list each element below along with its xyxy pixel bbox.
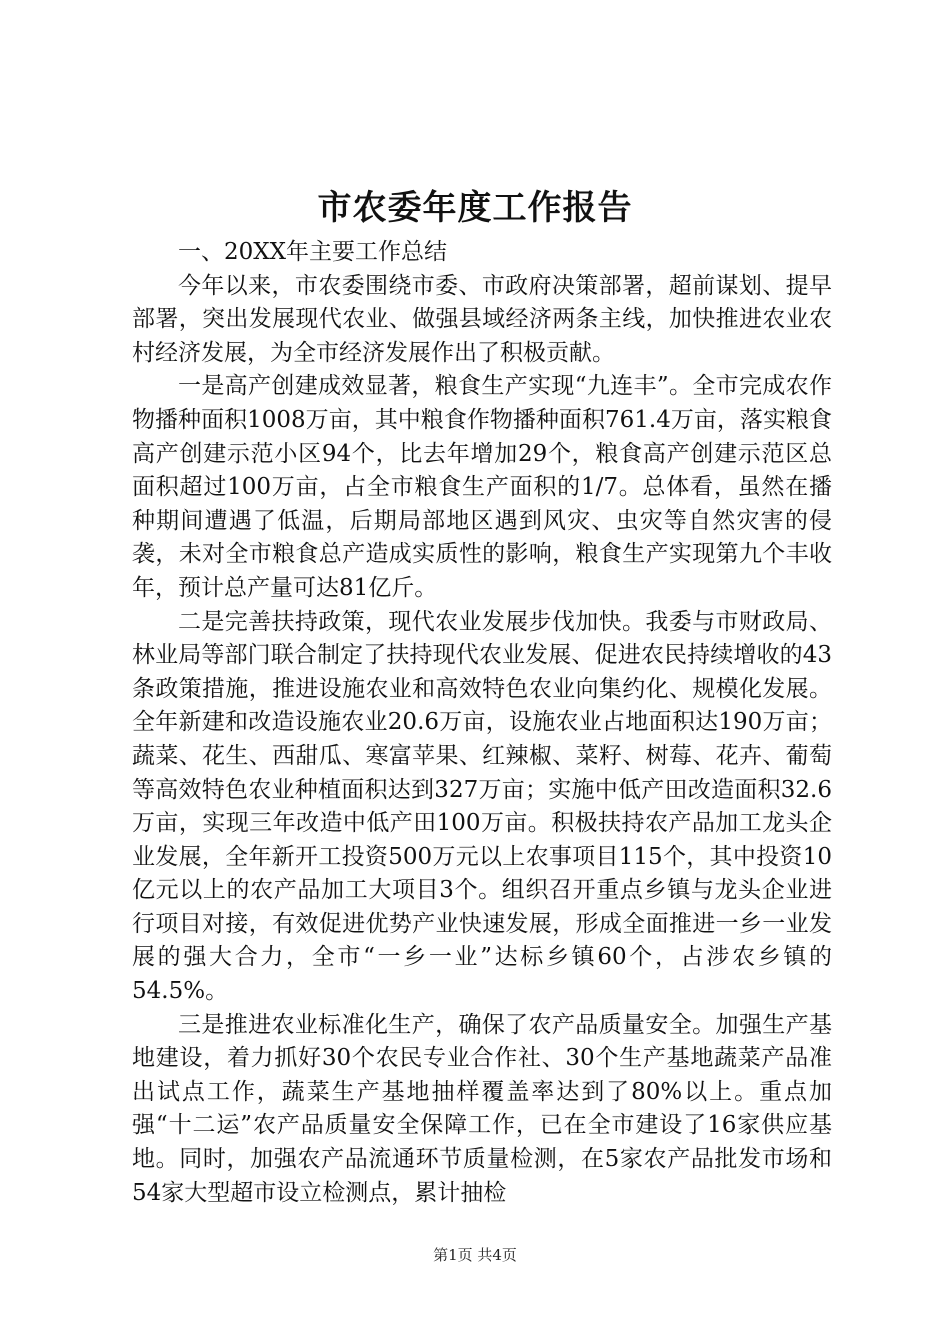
document-body (132, 236, 832, 1210)
document-title: 市农委年度工作报告 (317, 188, 633, 228)
paragraph-grain-production: 一是高产创建成效显著，粮食生产实现“九连丰”。全市完成农作物播种面积1008万亩，其中粮食作物播种面积761.4万亩，落实粮食高产创建示范小区94个，比去年增加29个，粮食高产创建示范区总面积超过100万亩，占全市粮食生产面积的1/7。总体看，虽然在播种期间遭遇了低温，后期局部地区遇到风灾、虫灾等自然灾害的侵袭，未对全市粮食总产造成实质性的影响，粮食生产实现第九个丰收年，预计总产量可达81亿斤。 (132, 373, 832, 601)
section-heading: 一、20XX年主要工作总结 (178, 239, 448, 265)
paragraph-intro: 今年以来，市农委围绕市委、市政府决策部署，超前谋划、提早部署，突出发展现代农业、做强县域经济两条主线，加快推进农业农村经济发展，为全市经济发展作出了积极贡献。 (132, 272, 832, 366)
paragraph-quality-safety: 三是推进农业标准化生产，确保了农产品质量安全。加强生产基地建设，着力抓好30个农民专业合作社、30个生产基地蔬菜产品准出试点工作，蔬菜生产基地抽样覆盖率达到了80%以上。重点加强“十二运”农产品质量安全保障工作，已在全市建设了16家供应基地。同时，加强农产品流通环节质量检测，在5家农产品批发市场和54家大型超市设立检测点，累计抽检 (132, 1011, 832, 1206)
paragraph-modern-agriculture: 二是完善扶持政策，现代农业发展步伐加快。我委与市财政局、林业局等部门联合制定了扶持现代农业发展、促进农民持续增收的43条政策措施，推进设施农业和高效特色农业向集约化、规模化发展。全年新建和改造设施农业20.6万亩，设施农业占地面积达190万亩；蔬菜、花生、西甜瓜、寒富苹果、红辣椒、菜籽、树莓、花卉、葡萄等高效特色农业种植面积达到327万亩；实施中低产田改造面积32.6万亩，实现三年改造中低产田100万亩。积极扶持农产品加工龙头企业发展，全年新开工投资500万元以上农事项目115个，其中投资10亿元以上的农产品加工大项目3个。组织召开重点乡镇与龙头企业进行项目对接，有效促进优势产业快速发展，形成全面推进一乡一业发展的强大合力，全市“一乡一业”达标乡镇60个，占涉农乡镇的54.5%。 (132, 608, 832, 1005)
page-number: 第1页 共4页 (433, 1246, 517, 1264)
